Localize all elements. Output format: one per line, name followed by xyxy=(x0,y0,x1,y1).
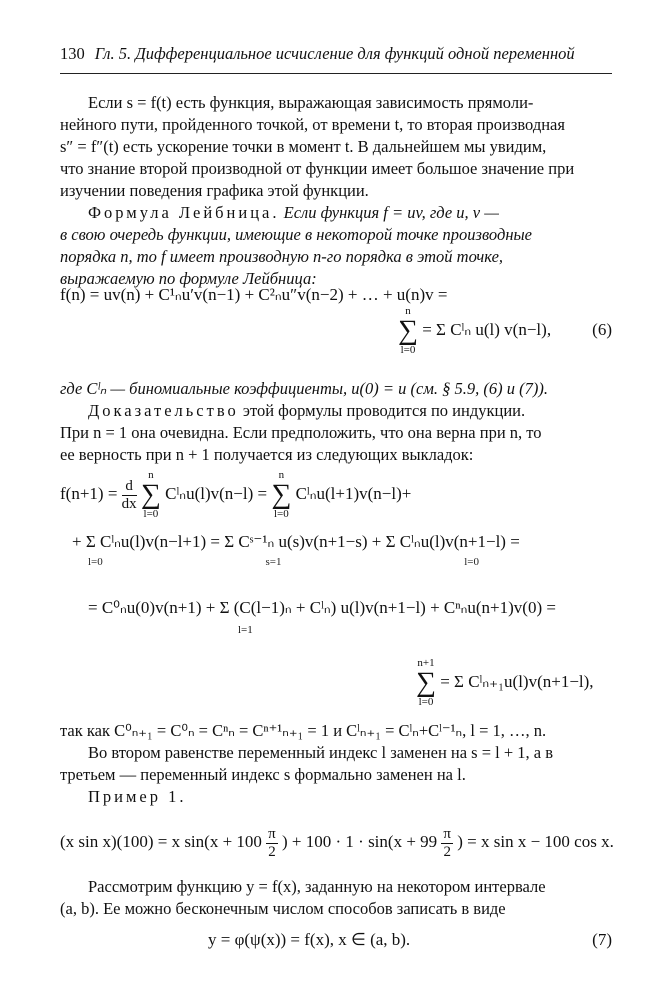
after-6-line-3: При n = 1 она очевидна. Если предположить, что она верна при n, то xyxy=(60,423,542,442)
sum-symbol: n ∑ l=0 xyxy=(271,469,292,520)
leibniz-line-1 xyxy=(60,202,612,224)
after-derivation-line-2: Во втором равенстве переменный индекс l заменен на s = l + 1, а в xyxy=(88,743,554,762)
closing-line-2: (a, b). Ее можно бесконечным числом способов записать в виде xyxy=(60,899,506,918)
after-6-line-4: ее верность при n + 1 получается из следующих выкладок: xyxy=(60,445,474,464)
fraction-numerator: π xyxy=(268,826,276,842)
after-6-paragraph xyxy=(60,378,612,466)
header-rule xyxy=(60,73,612,74)
fraction-numerator: d xyxy=(122,478,137,496)
derivation-lhs: f(n+1) = xyxy=(60,483,118,503)
formula-7: y = φ(ψ(x)) = f(x), x ∈ (a, b). xyxy=(208,930,411,949)
sum-upper-limit: n xyxy=(148,469,154,481)
intro-line-1: Если s = f(t) есть функция, выражающая зависимость прямоли- xyxy=(88,93,534,112)
derivation-row-2 xyxy=(72,532,520,552)
formula-6-row-1: f(n) = uv(n) + C¹ₙu′v(n−1) + C²ₙu″v(n−2) + … + u(n)v = xyxy=(60,285,448,304)
sum-lower-limit: l=0 xyxy=(273,508,289,520)
pi-over-2-fraction xyxy=(266,826,278,860)
derivation-row-1-body: Cˡₙu(l)v(n−l) = xyxy=(165,483,268,503)
sum-symbol: n ∑ l=0 xyxy=(398,305,418,356)
derivation-row-1 xyxy=(60,470,411,520)
running-header xyxy=(60,44,610,64)
after-6-line-1: где Cˡₙ — биномиальные коэффициенты, u(0) = u (см. § 5.9, (6) и (7)). xyxy=(60,379,548,398)
fraction-denominator: 2 xyxy=(268,843,276,860)
derivation-row-2-part-3: Σ Cˡₙu(l)v(n+1−l) = xyxy=(385,532,520,551)
after-derivation-paragraph xyxy=(60,720,612,786)
pi-over-2-fraction xyxy=(441,826,453,860)
fraction-denominator: dx xyxy=(121,495,137,512)
derivation-row-4 xyxy=(416,658,594,708)
example-formula-mid: ) + 100 · 1 · sin(x + 99 xyxy=(282,831,438,851)
derivation-row-2-part-1: + Σ Cˡₙu(l)v(n−l+1) = xyxy=(72,532,221,551)
derivative-fraction xyxy=(122,478,137,512)
derivation-row-2-limits xyxy=(88,556,479,568)
equation-number-6: (6) xyxy=(592,320,612,339)
example-formula-left: (x sin x)(100) = x sin(x + 100 xyxy=(60,831,262,851)
derivation-row-4-body: = Σ Cˡₙ₊₁u(l)v(n+1−l), xyxy=(440,671,594,691)
intro-line-2: нейного пути, пройденного точкой, от времени t, то вторая производная xyxy=(60,115,565,134)
sum-lower-limit: l=0 xyxy=(400,344,416,356)
example-label xyxy=(60,786,612,808)
equation-number-7: (7) xyxy=(592,930,612,949)
after-6-line-2-text: этой формулы проводится по индукции. xyxy=(242,401,526,420)
sum-lower-limit: l=0 xyxy=(418,696,434,708)
derivation-row-2-part-2: Σ Cˢ⁻¹ₙ u(s)v(n+1−s) + xyxy=(224,532,382,551)
fraction-denominator: 2 xyxy=(443,843,451,860)
derivation-row-3-limit: l=1 xyxy=(238,624,253,636)
example-formula-right: ) = x sin x − 100 cos x. xyxy=(457,831,614,851)
example-title: Пример 1. xyxy=(88,787,187,806)
intro-paragraph xyxy=(60,92,612,202)
leibniz-paragraph xyxy=(60,202,612,290)
formula-6-row-2 xyxy=(398,306,551,356)
leibniz-heading: Формула Лейбница. xyxy=(88,203,280,222)
after-derivation-line-3: третьем — переменный индекс s формально заменен на l. xyxy=(60,765,466,784)
leibniz-line-1-text: Если функция f = uv, где u, v — xyxy=(283,203,499,222)
leibniz-line-4: выражаемую по формуле Лейбница: xyxy=(60,269,317,288)
sum-upper-limit: n+1 xyxy=(417,657,435,669)
leibniz-line-3: порядка n, то f имеет производную n-го порядка в этой точке, xyxy=(60,247,504,266)
proof-word: Доказательство xyxy=(88,401,239,420)
sum-lower-limit: l=0 xyxy=(88,556,103,568)
after-6-line-2 xyxy=(60,400,612,422)
running-title: Гл. 5. Дифференциальное исчисление для функций одной переменной xyxy=(94,44,575,63)
sum-upper-limit: n xyxy=(278,469,285,481)
sum-lower-limit: l=0 xyxy=(464,556,480,568)
derivation-row-1-body-2: Cˡₙu(l+1)v(n−l)+ xyxy=(295,483,412,503)
derivation-row-3 xyxy=(88,598,556,618)
sum-symbol: n+1 ∑ l=0 xyxy=(416,657,436,708)
sum-upper-limit: n xyxy=(405,305,411,317)
after-derivation-line-1: так как C⁰ₙ₊₁ = C⁰ₙ = Cⁿₙ = Cⁿ⁺¹ₙ₊₁ = 1 и Cˡₙ₊₁ = Cˡₙ+Cˡ⁻¹ₙ, l = 1, …, n. xyxy=(60,721,547,740)
intro-line-4: что знание второй производной от функции имеет большое значение при xyxy=(60,159,575,178)
intro-line-5: изучении поведения графика этой функции. xyxy=(60,181,369,200)
intro-line-3: s″ = f″(t) есть ускорение точки в момент t. В дальнейшем мы увидим, xyxy=(60,137,547,156)
sum-lower-limit: l=0 xyxy=(143,508,159,520)
closing-paragraph xyxy=(60,876,612,920)
closing-line-1: Рассмотрим функцию y = f(x), заданную на некотором интервале xyxy=(88,877,546,896)
formula-6-sum-body: = Σ Cˡₙ u(l) v(n−l), xyxy=(422,319,552,339)
derivation-row-3-part-2: Σ (C(l−1)ₙ + Cˡₙ) u(l)v(n+1−l) + Cⁿₙu(n+1)v(0) = xyxy=(219,598,556,617)
sum-lower-limit: s=1 xyxy=(265,556,282,568)
page-number: 130 xyxy=(60,44,85,63)
leibniz-line-2: в свою очередь функции, имеющие в некоторой точке производные xyxy=(60,225,532,244)
derivation-row-3-part-1: = C⁰ₙu(0)v(n+1) + xyxy=(88,598,216,617)
sum-symbol: n ∑ l=0 xyxy=(140,469,161,520)
fraction-numerator: π xyxy=(443,826,451,842)
example-formula xyxy=(60,826,614,860)
